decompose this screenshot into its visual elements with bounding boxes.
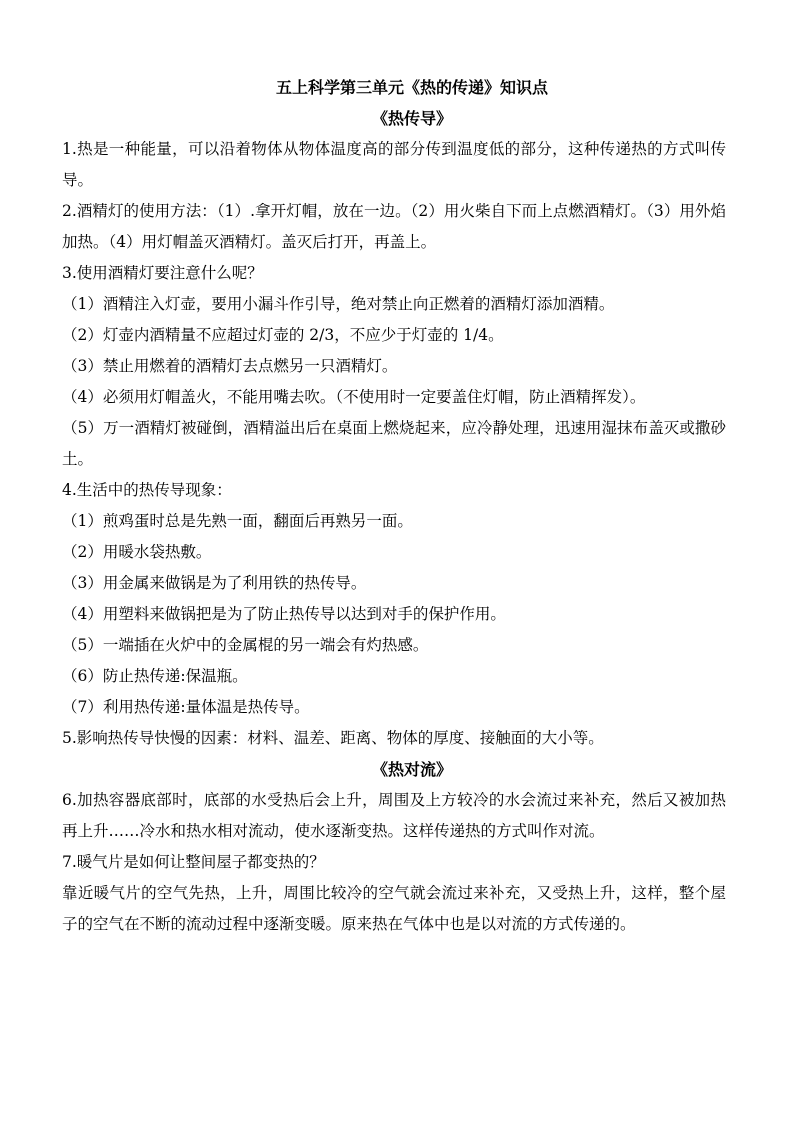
item-4-2: （2）用暖水袋热敷。	[62, 543, 212, 561]
item-5: 5.影响热传导快慢的因素：材料、温差、距离、物体的厚度、接触面的大小等。	[62, 729, 604, 747]
item-7: 7.暖气片是如何让整间屋子都变热的？	[62, 853, 325, 871]
item-4-1: （1）煎鸡蛋时总是先熟一面，翻面后再熟另一面。	[62, 512, 413, 530]
item-4-6: （6）防止热传递:保温瓶。	[62, 667, 248, 685]
item-4-5: （5）一端插在火炉中的金属棍的另一端会有灼热感。	[62, 636, 429, 654]
item-3-1: （1）酒精注入灯壶，要用小漏斗作引导，绝对禁止向正燃着的酒精灯添加酒精。	[62, 295, 615, 313]
item-3-4: （4）必须用灯帽盖火，不能用嘴去吹。（不使用时一定要盖住灯帽，防止酒精挥发）。	[62, 388, 646, 406]
document-title: 五上科学第三单元《热的传递》知识点	[275, 78, 548, 97]
item-2: 2.酒精灯的使用方法：（1）.拿开灯帽，放在一边。（2）用火柴自下而上点燃酒精灯。（3）用外焰加热。（4）用灯帽盖灭酒精灯。盖灭后打开，再盖上。	[62, 202, 726, 251]
item-4-7: （7）利用热传递:量体温是热传导。	[62, 698, 310, 716]
document-page	[62, 72, 726, 940]
item-4: 4.生活中的热传导现象：	[62, 481, 232, 499]
item-7-answer: 靠近暖气片的空气先热，上升，周围比较冷的空气就会流过来补充，又受热上升，这样，整个屋子的空气在不断的流动过程中逐渐变暖。原来热在气体中也是以对流的方式传递的。	[62, 884, 726, 933]
item-3-3: （3）禁止用燃着的酒精灯去点燃另一只酒精灯。	[62, 357, 398, 375]
item-3-2: （2）灯壶内酒精量不应超过灯壶的 2/3，不应少于灯壶的 1/4。	[62, 326, 504, 344]
section-heading-conduction: 《热传导》	[371, 109, 452, 128]
item-3-5: （5）万一酒精灯被碰倒，酒精溢出后在桌面上燃烧起来，应冷静处理，迅速用湿抹布盖灭或撒砂土。	[62, 419, 726, 468]
item-3: 3.使用酒精灯要注意什么呢？	[62, 264, 263, 282]
item-1: 1.热是一种能量，可以沿着物体从物体温度高的部分传到温度低的部分，这种传递热的方式叫传导。	[62, 140, 726, 189]
section-heading-convection: 《热对流》	[371, 760, 452, 779]
item-4-3: （3）用金属来做锅是为了利用铁的热传导。	[62, 574, 367, 592]
item-4-4: （4）用塑料来做锅把是为了防止热传导以达到对手的保护作用。	[62, 605, 506, 623]
item-6: 6.加热容器底部时，底部的水受热后会上升，周围及上方较冷的水会流过来补充，然后又被加热再上升……冷水和热水相对流动，使水逐渐变热。这样传递热的方式叫作对流。	[62, 791, 726, 840]
